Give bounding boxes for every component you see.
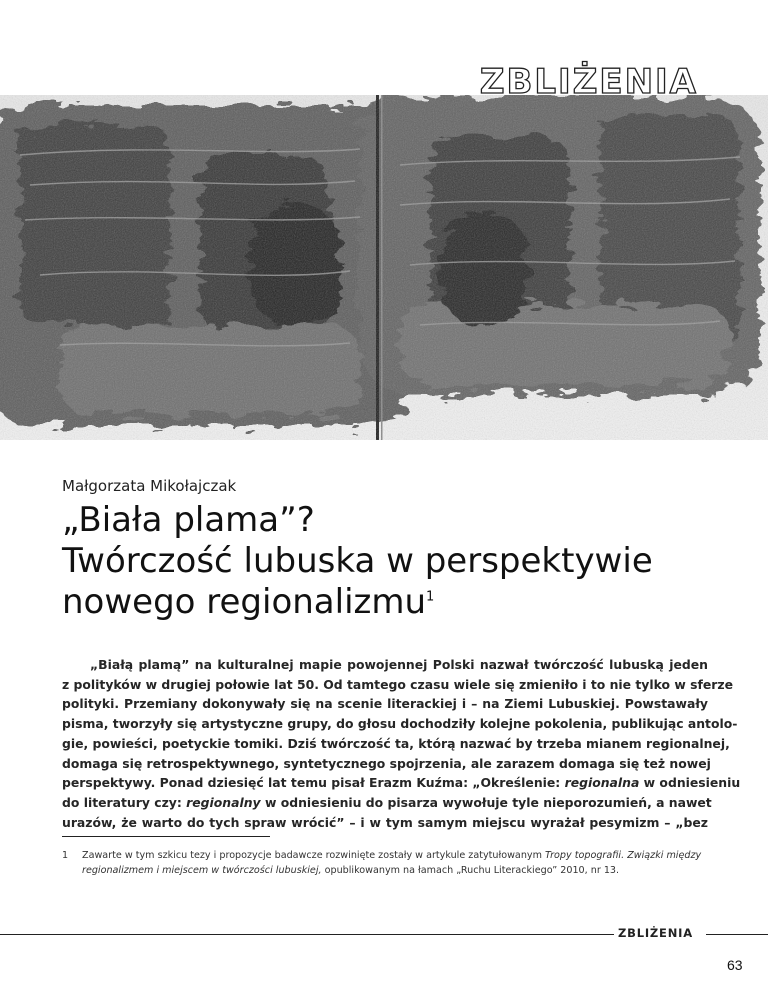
footnote-text-segment: opublikowanym na łamach „Ruchu Literackiego” 2010, nr 13.: [324, 864, 620, 876]
footnote-text: [82, 849, 708, 878]
footnote-reference[interactable]: 1: [426, 589, 435, 605]
body-text-segment: w odniesieniu: [643, 775, 741, 791]
page-number: 63: [727, 957, 743, 973]
body-text-segment: do literatury czy:: [62, 794, 182, 810]
body-line: pisma, tworzyły się artystyczne grupy, do głosu dochodziły kolejne pokolenia, publikując antolo-: [62, 716, 738, 732]
body-line: „Białą plamą” na kulturalnej mapie powojennej Polski nazwał twórczość lubuską jeden: [90, 657, 708, 672]
footer-rule-left: [0, 934, 614, 935]
body-line: [62, 773, 741, 793]
body-text-segment: perspektywy. Ponad dziesięć lat temu pisał Erazm Kuźma: „Określenie:: [62, 775, 561, 791]
footer-rule-right: [706, 934, 768, 935]
body-emphasis: regionalny: [186, 794, 261, 810]
footer-section-label: ZBLIŻENIA: [618, 926, 693, 940]
abstract-ink-painting-icon: [0, 95, 768, 440]
body-line: [62, 793, 712, 813]
footnote-divider: [62, 836, 270, 837]
body-line: gie, powieści, poetyckie tomiki. Dziś twórczość ta, którą nazwać by trzeba mianem regionalnej,: [62, 735, 730, 751]
body-text-segment: w odniesieniu do pisarza wywołuje tyle nieporozumień, a nawet: [264, 794, 712, 810]
body-emphasis: regionalna: [564, 775, 640, 791]
body-line: domaga się retrospektywnego, syntetycznego spojrzenia, ale zarazem domaga się też nowej: [62, 755, 711, 771]
footnote: [62, 849, 708, 878]
body-line: z polityków w drugiej połowie lat 50. Od tamtego czasu wiele się zmieniło i to nie tylko w sferze: [62, 676, 733, 692]
body-line: polityki. Przemiany dokonywały się na scenie literackiej i – na Ziemi Lubuskiej. Powstawały: [62, 696, 708, 712]
title-line-2: Twórczość lubuska w perspektywie: [62, 541, 653, 581]
footnote-emphasis: Tropy topografii. Związki między regionalizmem i miejscem w twórczości lubuskiej,: [82, 850, 702, 876]
article-title: [62, 500, 722, 623]
article-body: [62, 655, 741, 832]
footnote-number: 1: [62, 850, 69, 861]
section-header-title: ZBLIŻENIA: [479, 62, 698, 102]
title-line-3: nowego regionalizmu: [62, 582, 427, 622]
article-author: Małgorzata Mikołajczak: [62, 477, 237, 495]
title-line-1: „Biała plama”?: [62, 500, 315, 540]
body-line: urazów, że warto do tych spraw wrócić” – i w tym samym miejscu wyrażał pesymizm – „bez: [62, 814, 708, 830]
footnote-text-segment: Zawarte w tym szkicu tezy i propozycje badawcze rozwinięte zostały w artykule zatytułowanym: [82, 850, 542, 861]
